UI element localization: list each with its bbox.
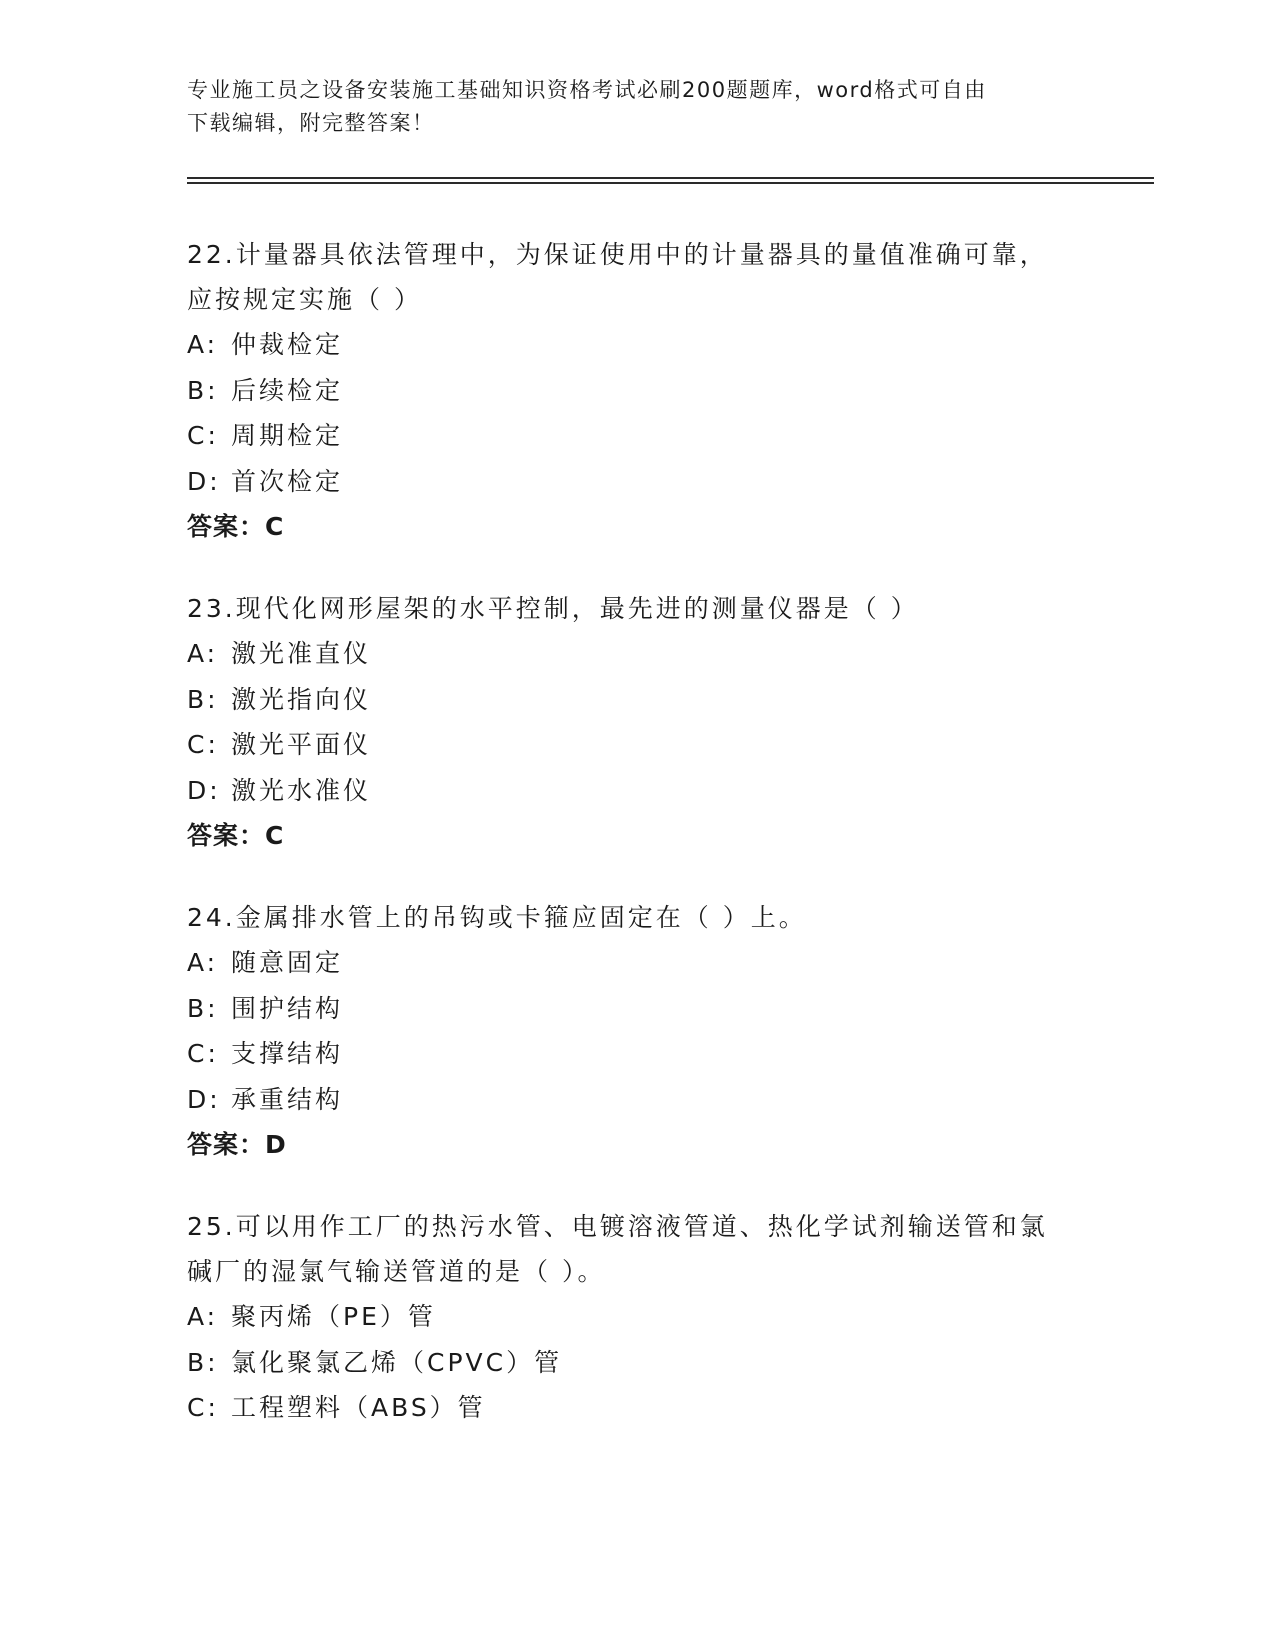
question-stem-line: 碱厂的湿氯气输送管道的是（ ）。: [187, 1257, 606, 1286]
option-letter: D:: [187, 1084, 221, 1114]
option-c: [187, 1031, 1087, 1077]
header-line-2: 下载编辑，附完整答案！: [187, 111, 435, 135]
option-a: [187, 322, 1087, 368]
question-list: [187, 232, 1087, 1467]
option-d: [187, 459, 1087, 505]
option-b: [187, 1340, 1087, 1386]
option-letter: D:: [187, 775, 221, 805]
option-letter: C:: [187, 1039, 219, 1068]
answer-label: 答案：D: [187, 1130, 287, 1159]
question-22: [187, 232, 1087, 550]
option-letter: C:: [187, 1393, 219, 1422]
option-b: [187, 677, 1087, 723]
question-stem-line: 25.可以用作工厂的热污水管、电镀溶液管道、热化学试剂输送管和氯: [187, 1212, 1048, 1241]
option-text: 后续检定: [231, 375, 344, 405]
option-letter: C:: [187, 730, 219, 759]
answer-label: 答案：C: [187, 512, 285, 541]
question-stem: [187, 1204, 1087, 1294]
option-text: 仲裁检定: [231, 330, 344, 359]
option-text: 随意固定: [231, 948, 344, 977]
header-divider-bottom: [187, 182, 1154, 184]
option-letter: A:: [187, 948, 219, 977]
option-text: 支撑结构: [231, 1039, 344, 1068]
question-stem: [187, 586, 1087, 631]
option-d: [187, 768, 1087, 814]
question-24: [187, 895, 1087, 1168]
question-stem: [187, 895, 1087, 940]
option-letter: B:: [187, 1347, 219, 1377]
option-a: [187, 940, 1087, 986]
option-letter: B:: [187, 375, 219, 405]
option-text: 周期检定: [231, 421, 344, 450]
question-stem-line: 23.现代化网形屋架的水平控制，最先进的测量仪器是（ ）: [187, 594, 919, 623]
option-text: 首次检定: [231, 466, 344, 496]
option-b: [187, 368, 1087, 414]
option-text: 激光指向仪: [231, 684, 372, 714]
option-b: [187, 986, 1087, 1032]
question-23: [187, 586, 1087, 859]
option-text: 工程塑料（ABS）管: [231, 1393, 486, 1422]
option-text: 聚丙烯（PE）管: [231, 1302, 436, 1331]
option-letter: A:: [187, 639, 219, 668]
answer-label: 答案：C: [187, 821, 285, 850]
option-a: [187, 631, 1087, 677]
option-c: [187, 413, 1087, 459]
question-stem-line: 24.金属排水管上的吊钩或卡箍应固定在（ ）上。: [187, 903, 807, 932]
option-letter: B:: [187, 684, 219, 714]
question-stem-line: 应按规定实施（ ）: [187, 285, 422, 314]
option-text: 激光水准仪: [231, 775, 372, 805]
option-text: 激光准直仪: [231, 639, 372, 668]
option-letter: B:: [187, 993, 219, 1023]
option-d: [187, 1077, 1087, 1123]
option-text: 氯化聚氯乙烯（CPVC）管: [231, 1347, 563, 1377]
option-text: 激光平面仪: [231, 730, 372, 759]
option-c: [187, 722, 1087, 768]
option-letter: A:: [187, 330, 219, 359]
option-text: 承重结构: [231, 1084, 344, 1114]
header-line-1: 专业施工员之设备安装施工基础知识资格考试必刷200题题库，word格式可自由: [187, 78, 987, 102]
option-letter: C:: [187, 421, 219, 450]
question-stem: [187, 232, 1087, 322]
option-c: [187, 1385, 1087, 1431]
question-stem-line: 22.计量器具依法管理中，为保证使用中的计量器具的量值准确可靠，: [187, 240, 1048, 269]
option-text: 围护结构: [231, 993, 344, 1023]
option-letter: D:: [187, 466, 221, 496]
header-divider-top: [187, 177, 1154, 179]
document-header: [187, 74, 1067, 140]
option-a: [187, 1294, 1087, 1340]
option-letter: A:: [187, 1302, 219, 1331]
question-25: [187, 1204, 1087, 1431]
